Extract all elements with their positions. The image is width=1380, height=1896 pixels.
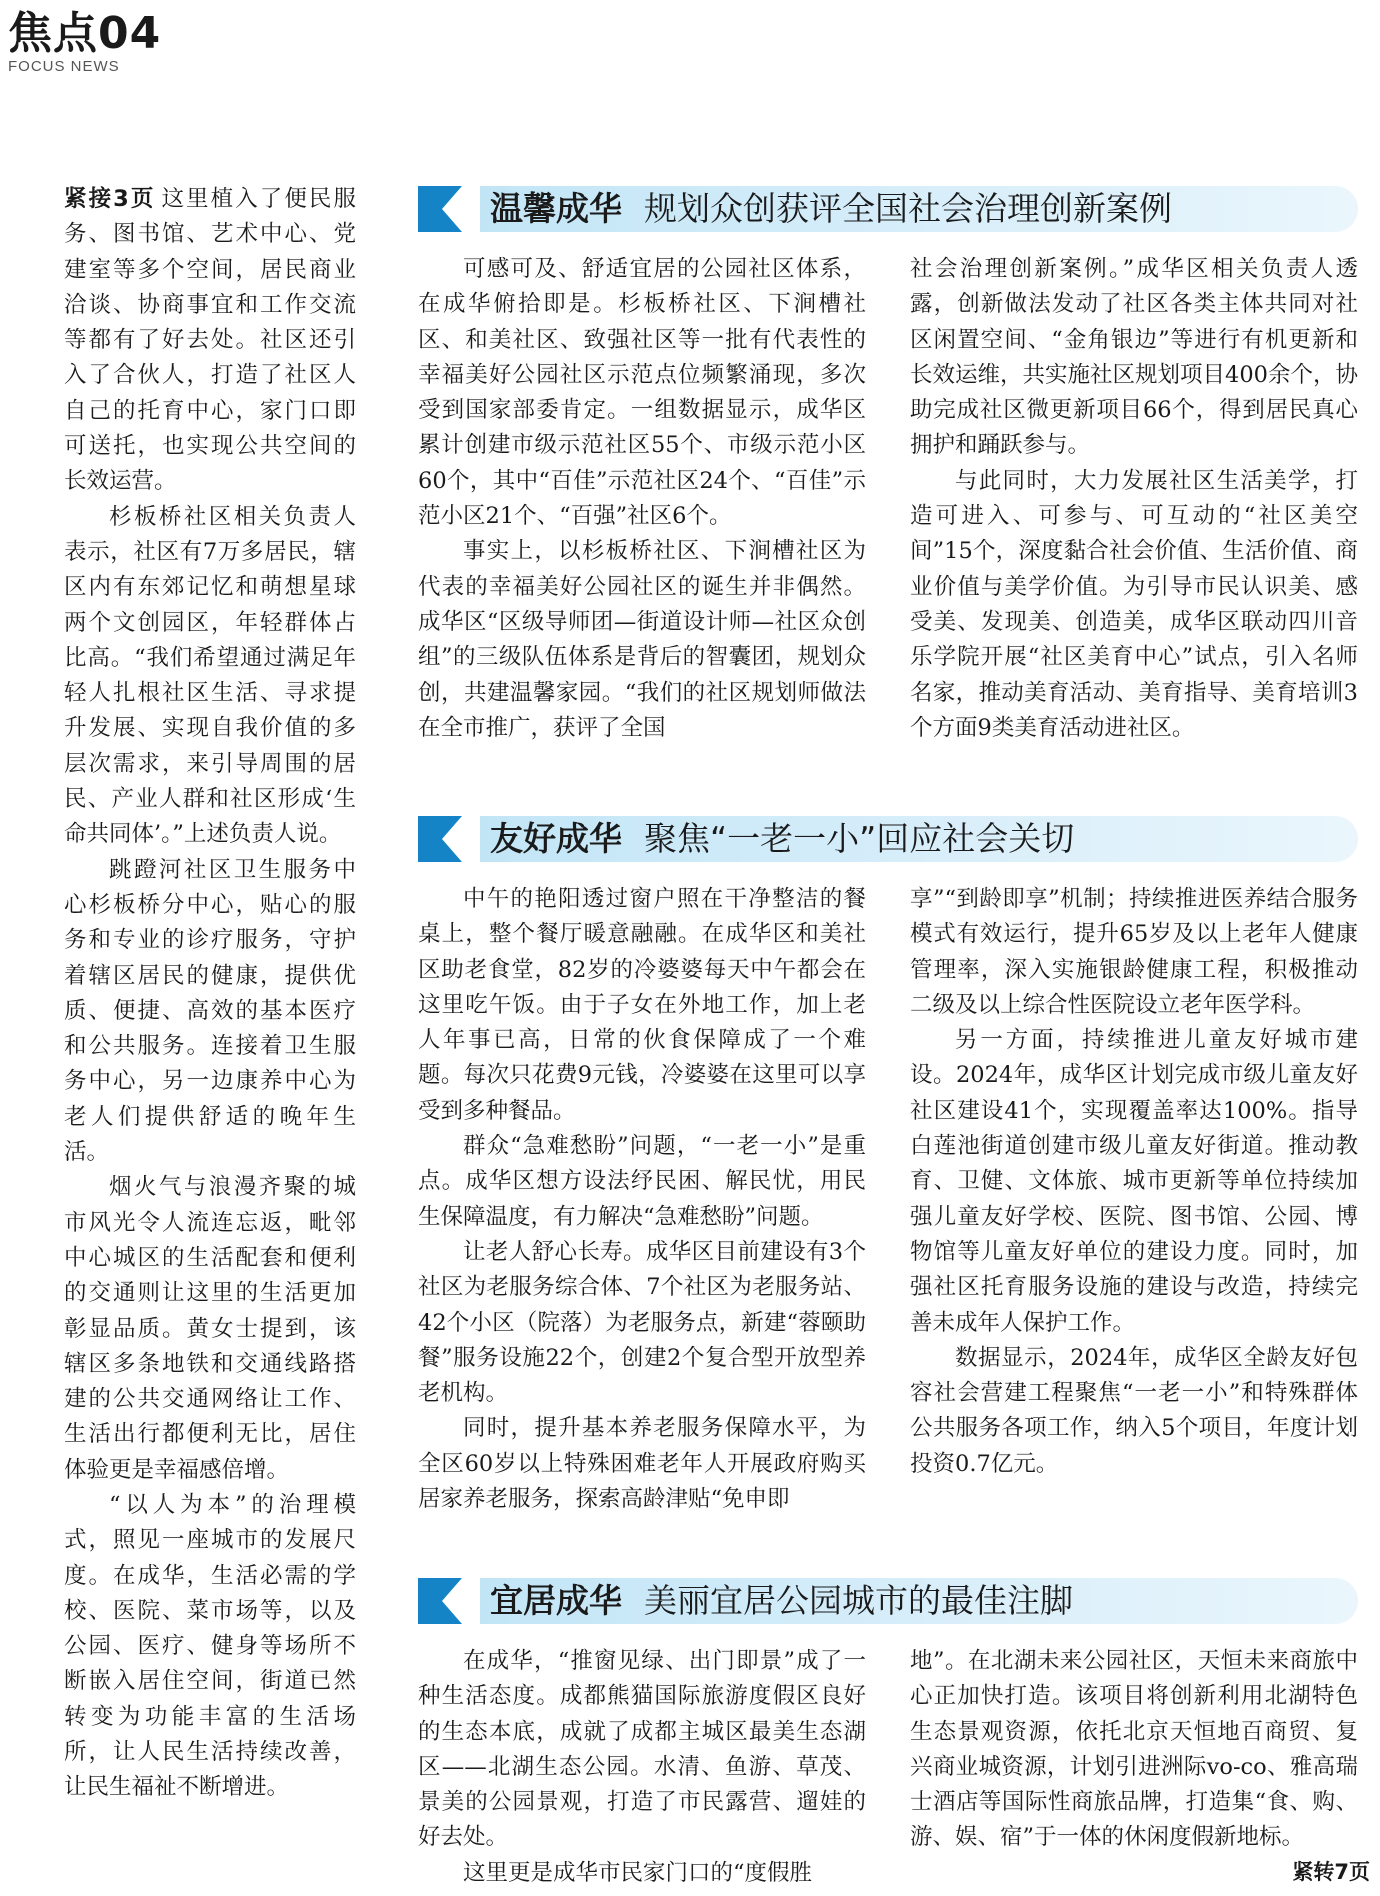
left-paragraph: 跳蹬河社区卫生服务中心杉板桥分中心，贴心的服务和专业的诊疗服务，守护着辖区居民的健康，提供优质、便捷、高效的基本医疗和公共服务。连接着卫生服务中心，另一边康养中心为老人们提供舒适的晚年生活。 [64, 856, 356, 1166]
chevron-left-icon [418, 186, 480, 232]
paragraph: 与此同时，大力发展社区生活美学，打造可进入、可参与、可互动的“社区美空间”15个，深度黏合社会价值、生活价值、商业价值与美学价值。为引导市民认识美、感受美、发现美、创造美，成华区联动四川音乐学院开展“社区美育中心”试点，引入名师名家，推动美育活动、美育指导、美育培训3个方面9类美育活动进社区。 [910, 467, 1358, 741]
paragraph: 同时，提升基本养老服务保障水平，为全区60岁以上特殊困难老年人开展政府购买居家养老服务，探索高龄津贴“免申即 [418, 1415, 866, 1513]
paragraph: 享”“到龄即享”机制；持续推进医养结合服务模式有效运行，提升65岁及以上老年人健康管理率，深入实施银龄健康工程，积极推动二级及以上综合性医院设立老年医学科。 [910, 886, 1358, 1018]
page-subtitle: FOCUS NEWS [8, 58, 120, 75]
paragraph: 可感可及、舒适宜居的公园社区体系，在成华俯拾即是。杉板桥社区、下涧槽社区、和美社区、致强社区等一批有代表性的幸福美好公园社区示范点位频繁涌现，多次受到国家部委肯定。一组数据显示，成华区累计创建市级示范社区55个、市级示范小区60个，其中“百佳”示范社区24个、“百佳”示范小区21个、“百强”社区6个。 [418, 256, 866, 530]
section-title-bold: 友好成华 [490, 819, 622, 858]
paragraph: 数据显示，2024年，成华区全龄友好包容社会营建工程聚焦“一老一小”和特殊群体公共服务各项工作，纳入5个项目，年度计划投资0.7亿元。 [910, 1344, 1358, 1477]
left-paragraph-text: 这里植入了便民服务、图书馆、艺术中心、党建室等多个空间，居民商业洽谈、协商事宜和工作交流等都有了好去处。社区还引入了合伙人，打造了社区人自己的托育中心，家门口即可送托，也实现公共空间的长效运营。 [64, 186, 356, 495]
left-paragraph: 杉板桥社区相关负责人表示，社区有7万多居民，辖区内有东郊记忆和萌想星球两个文创园区，年轻群体占比高。“我们希望通过满足年轻人扎根社区生活、寻求提升发展、实现自我价值的多层次需求，来引导周围的居民、产业人群和社区形成‘生命共同体’。”上述负责人说。 [64, 503, 356, 848]
continued-from-label: 紧接3页 [64, 186, 156, 212]
section-heading [490, 1578, 1073, 1624]
section-title-bold: 温馨成华 [490, 189, 622, 228]
section-title-bold: 宜居成华 [490, 1581, 622, 1620]
section-banner [418, 1578, 1358, 1624]
paragraph: 中午的艳阳透过窗户照在干净整洁的餐桌上，整个餐厅暖意融融。在成华区和美社区助老食堂，82岁的冷婆婆每天中午都会在这里吃午饭。由于子女在外地工作，加上老人年事已高，日常的伙食保障成了一个难题。每次只花费9元钱，冷婆婆在这里可以享受到多种餐品。 [418, 886, 866, 1124]
section-wenxin [418, 186, 1358, 746]
article-column [418, 1644, 866, 1891]
paragraph: 社会治理创新案例。”成华区相关负责人透露，创新做法发动了社区各类主体共同对社区闲置空间、“金角银边”等进行有机更新和长效运维，共实施社区规划项目400余个，协助完成社区微更新项目66个，得到居民真心拥护和踊跃参与。 [910, 256, 1358, 459]
chevron-left-icon [418, 1578, 480, 1624]
left-paragraph: “以人为本”的治理模式，照见一座城市的发展尺度。在成华，生活必需的学校、医院、菜市场等，以及公园、医疗、健身等场所不断嵌入居住空间，街道已然转变为功能丰富的生活场所，让人民生活持续改善，让民生福祉不断增进。 [64, 1491, 356, 1801]
continued-on-label: 紧转7页 [1292, 1860, 1370, 1884]
paragraph: 事实上，以杉板桥社区、下涧槽社区为代表的幸福美好公园社区的诞生并非偶然。成华区“区级导师团—街道设计师—社区众创组”的三级队伍体系是背后的智囊团，规划众创，共建温馨家园。“我们的社区规划师做法在全市推广，获评了全国 [418, 538, 866, 741]
section-yiju [418, 1578, 1358, 1891]
section-heading [490, 816, 1074, 862]
paragraph: 另一方面，持续推进儿童友好城市建设。2024年，成华区计划完成市级儿童友好社区建设41个，实现覆盖率达100%。指导白莲池街道创建市级儿童友好街道。推动教育、卫健、文体旅、城市更新等单位持续加强儿童友好学校、医院、图书馆、公园、博物馆等儿童友好单位的建设力度。同时，加强社区托育服务设施的建设与改造，持续完善未成年人保护工作。 [910, 1027, 1358, 1336]
section-youhao [418, 816, 1358, 1517]
paragraph: 让老人舒心长寿。成华区目前建设有3个社区为老服务综合体、7个社区为老服务站、42个小区（院落）为老服务点，新建“蓉颐助餐”服务设施22个，创建2个复合型开放型养老机构。 [418, 1238, 866, 1407]
left-paragraph: 烟火气与浪漫齐聚的城市风光令人流连忘返，毗邻中心城区的生活配套和便利的交通则让这里的生活更加彰显品质。黄女士提到，该辖区多条地铁和交通线路搭建的公共交通网络让工作、生活出行都便利无比，居住体验更是幸福感倍增。 [64, 1174, 356, 1483]
paragraph: 群众“急难愁盼”问题，“一老一小”是重点。成华区想方设法纾民困、解民忧，用民生保障温度，有力解决“急难愁盼”问题。 [418, 1133, 866, 1230]
article-column [418, 882, 866, 1517]
paragraph: 地”。在北湖未来公园社区，天恒未来商旅中心正加快打造。该项目将创新利用北湖特色生态景观资源，依托北京天恒地百商贸、复兴商业城资源，计划引进洲际vo-co、雅高瑞士酒店等国际性商旅品牌，打造集“食、购、游、娱、宿”于一体的休闲度假新地标。 [910, 1648, 1358, 1851]
article-column [418, 252, 866, 746]
chevron-left-icon [418, 816, 480, 862]
left-column [64, 182, 356, 1806]
article-column [910, 252, 1358, 746]
article-column [910, 1644, 1358, 1891]
masthead [8, 8, 161, 75]
page-title: 焦点04 [8, 8, 162, 59]
section-banner [418, 186, 1358, 232]
article-column [910, 882, 1358, 1517]
section-title-light: 规划众创获评全国社会治理创新案例 [644, 189, 1172, 228]
section-title-light: 聚焦“一老一小”回应社会关切 [644, 819, 1075, 858]
section-title-light: 美丽宜居公园城市的最佳注脚 [644, 1581, 1073, 1620]
section-heading [490, 186, 1172, 232]
left-paragraph [64, 182, 356, 500]
paragraph: 这里更是成华市民家门口的“度假胜 [463, 1859, 813, 1886]
paragraph: 在成华，“推窗见绿、出门即景”成了一种生活态度。成都熊猫国际旅游度假区良好的生态本底，成就了成都主城区最美生态湖区——北湖生态公园。水清、鱼游、草茂、景美的公园景观，打造了市民露营、遛娃的好去处。 [418, 1648, 866, 1851]
section-banner [418, 816, 1358, 862]
